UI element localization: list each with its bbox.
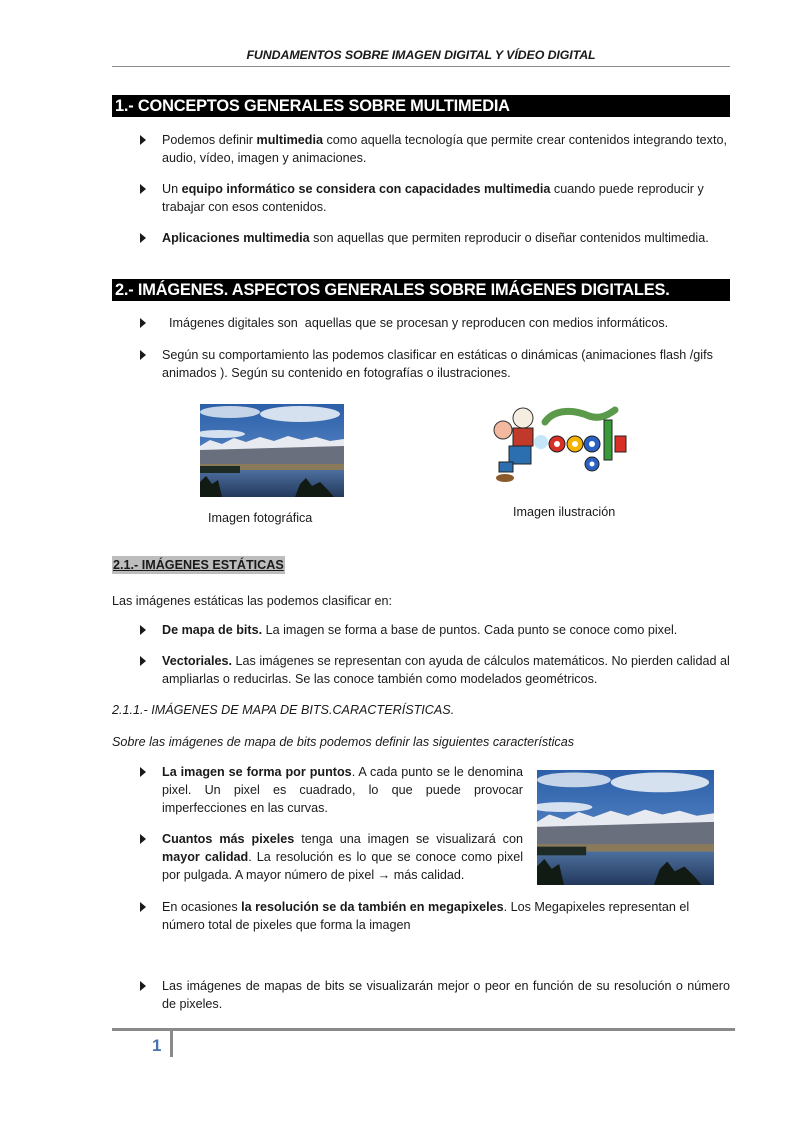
triangle-bullet-icon (140, 233, 146, 243)
section-2-heading: 2.- IMÁGENES. ASPECTOS GENERALES SOBRE IMÁGENES DIGITALES. (112, 279, 730, 301)
triangle-bullet-icon (140, 902, 146, 912)
section-2-1-heading: 2.1.- IMÁGENES ESTÁTICAS (113, 558, 284, 572)
footer-divider (112, 1028, 735, 1031)
section-2-1-1-intro: Sobre las imágenes de mapa de bits podemos definir las siguientes características (112, 735, 575, 749)
triangle-bullet-icon (140, 767, 146, 777)
popeye-google-doodle-icon (485, 400, 633, 484)
page-header-title: FUNDAMENTOS SOBRE IMAGEN DIGITAL Y VÍDEO DIGITAL (246, 48, 596, 62)
list-item: Imágenes digitales son aquellas que se procesan y reproducen con medios informáticos. (140, 314, 730, 332)
header-divider (112, 66, 730, 67)
list-item: Cuantos más pixeles tenga una imagen se visualizará con mayor calidad. La resolución es lo que se conoce como pixel por pulgada. A mayor número de pixel → más calidad. (140, 830, 523, 884)
list-item: De mapa de bits. La imagen se forma a base de puntos. Cada punto se conoce como pixel. (140, 621, 730, 639)
page-number: 1 (152, 1036, 162, 1055)
section-2-1-1-heading: 2.1.1.- IMÁGENES DE MAPA DE BITS.CARACTERÍSTICAS. (112, 703, 455, 717)
section-2-1-intro: Las imágenes estáticas las podemos clasificar en: (112, 594, 393, 608)
triangle-bullet-icon (140, 318, 146, 328)
triangle-bullet-icon (140, 656, 146, 666)
list-item: Un equipo informático se considera con capacidades multimedia cuando puede reproducir y trabajar con esos contenidos. (140, 180, 730, 216)
list-item: Vectoriales. Las imágenes se representan con ayuda de cálculos matemáticos. No pierden calidad al ampliarlas o reducirlas. Se las conoce también como modelados geométricos. (140, 652, 730, 688)
figure-caption-illustration: Imagen ilustración (513, 505, 616, 519)
triangle-bullet-icon (140, 981, 146, 991)
triangle-bullet-icon (140, 625, 146, 635)
list-item: Las imágenes de mapas de bits se visualizarán mejor o peor en función de su resolución o número de pixeles. (140, 977, 730, 1013)
list-item: Podemos definir multimedia como aquella tecnología que permite crear contenidos integrando texto, audio, vídeo, imagen y animaciones. (140, 131, 730, 167)
list-item: Según su comportamiento las podemos clasificar en estáticas o dinámicas (animaciones flash /gifs animados ). Según su contenido en fotografías o ilustraciones. (140, 346, 730, 382)
section-1-heading: 1.- CONCEPTOS GENERALES SOBRE MULTIMEDIA (112, 95, 730, 117)
list-item: Aplicaciones multimedia son aquellas que permiten reproducir o diseñar contenidos multimedia. (140, 229, 730, 247)
triangle-bullet-icon (140, 834, 146, 844)
triangle-bullet-icon (140, 135, 146, 145)
figure-caption-photo: Imagen fotográfica (208, 511, 313, 525)
list-item: En ocasiones la resolución se da también en megapixeles. Los Megapixeles representan el número total de pixeles que forma la imagen (140, 898, 730, 934)
landscape-photo-icon (537, 770, 714, 885)
footer-vertical-divider (170, 1030, 173, 1057)
landscape-photo-icon (200, 404, 344, 497)
list-item: La imagen se forma por puntos. A cada punto se le denomina pixel. Un pixel es cuadrado, lo que puede provocar imperfecciones en las curvas. (140, 763, 523, 817)
triangle-bullet-icon (140, 350, 146, 360)
triangle-bullet-icon (140, 184, 146, 194)
